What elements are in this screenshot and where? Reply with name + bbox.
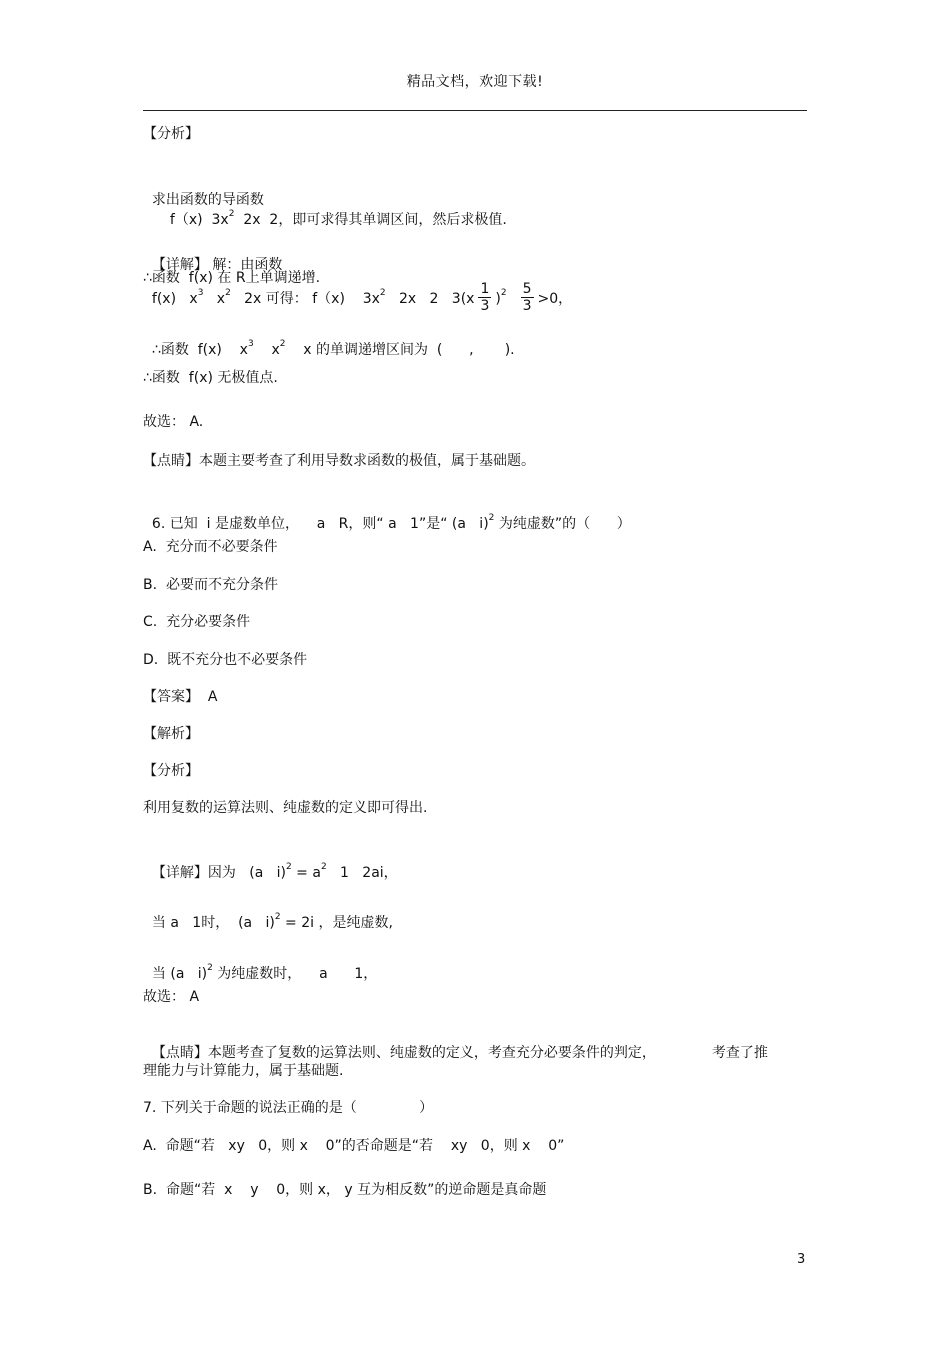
comment-line: 【点睛】本题主要考查了利用导数求函数的极值，属于基础题。 (143, 453, 535, 469)
text-run: 为纯虚数”的（ ） (494, 516, 631, 532)
text-run: 为纯虚数时， a 1， (212, 966, 378, 982)
detail-line-3 (143, 893, 393, 935)
text-run: 当 (a i) (151, 966, 208, 982)
superscript: 2 (225, 288, 231, 298)
detail-line-2 (143, 843, 398, 885)
superscript: 2 (320, 862, 327, 872)
text-run: = 2i ，是纯虚数, (280, 915, 393, 931)
math-expression: 2x 可得： f（x) 3x (230, 291, 380, 307)
fraction-numerator: 1 (480, 280, 490, 297)
question-7-option-a: A. 命题“若 xy 0，则 x 0”的否命题是“若 xy 0，则 x 0” (143, 1138, 565, 1154)
fraction-five-thirds (521, 281, 534, 314)
answer-heading: 【答案】 A (143, 689, 218, 705)
fraction-numerator: 5 (522, 280, 532, 297)
math-expression: x (253, 342, 280, 358)
superscript: 2 (279, 339, 286, 349)
option-a: A. 充分而不必要条件 (143, 539, 278, 555)
text-run: x 的单调递增区间为 ( , ). (285, 342, 515, 358)
math-expression: x (203, 291, 226, 307)
page-header-title: 精品文档，欢迎下载! (406, 74, 544, 90)
text-run: 【详解】 解：由函数 (151, 257, 283, 273)
text-run: 6. 已知 i 是虚数单位， a R，则“ a 1”是“ (a i) (151, 516, 489, 532)
superscript: 2 (228, 209, 235, 219)
page-number: 3 (797, 1252, 806, 1267)
comment-line-2 (143, 1023, 768, 1063)
question-6-stem (143, 494, 631, 536)
math-expression: = a (291, 865, 321, 881)
analysis-heading: 【分析】 (143, 126, 199, 142)
fraction-denominator: 3 (480, 297, 490, 314)
text-run: 考查了推 (711, 1045, 768, 1061)
math-expression: f(x) x (151, 291, 198, 307)
text-run: 【详解】因为 (a i) (151, 865, 286, 881)
comment-line-2-cont: 理能力与计算能力，属于基础题. (143, 1063, 344, 1079)
superscript: 2 (286, 862, 292, 872)
text-run: 2x 2，即可求得其单调区间，然后求极值. (234, 212, 507, 228)
fraction-denominator: 3 (522, 297, 532, 314)
detail-line (143, 214, 572, 318)
detail-line-4 (143, 944, 377, 986)
question-7-option-b: B. 命题“若 x y 0，则 x， y 互为相反数”的逆命题是真命题 (143, 1182, 547, 1198)
math-expression: ) (495, 291, 501, 307)
superscript: 2 (379, 288, 386, 298)
analysis-heading-2: 【分析】 (143, 763, 199, 779)
superscript: 2 (488, 513, 495, 523)
superscript: 2 (274, 912, 281, 922)
conclusion-increasing: ∴函数 f(x) 在 R上单调递增. (143, 270, 321, 286)
superscript: 3 (247, 339, 254, 349)
math-expression: ∴函数 f(x) x (151, 342, 248, 358)
option-d: D. 既不充分也不必要条件 (143, 652, 308, 668)
header-rule (143, 110, 807, 111)
math-expression: 1 2ai， (326, 865, 398, 881)
solution-heading: 【解析】 (143, 726, 199, 742)
fraction-one-third (478, 281, 491, 314)
conclusion-interval (143, 320, 515, 362)
answer-choice-line-2: 故选： A (143, 989, 200, 1005)
analysis-text-2: 利用复数的运算法则、纯虚数的定义即可得出. (143, 800, 428, 816)
superscript: 2 (207, 963, 213, 973)
math-expression: 2x 2 3(x (385, 291, 475, 307)
text-run: 【点睛】本题考查了复数的运算法则、纯虚数的定义，考查充分必要条件的判定， (151, 1045, 656, 1061)
superscript: 3 (197, 288, 204, 298)
option-c: C. 充分必要条件 (143, 614, 251, 630)
math-expression: f（x) 3x (169, 212, 229, 228)
text-run: 当 a 1时， (a i) (151, 915, 275, 931)
conclusion-no-extrema: ∴函数 f(x) 无极值点. (143, 370, 278, 386)
superscript: 2 (500, 288, 507, 298)
math-expression: >0， (537, 291, 573, 307)
option-b: B. 必要而不充分条件 (143, 577, 278, 593)
text-run: 求出函数的导函数 (151, 192, 264, 208)
answer-choice-line: 故选： A. (143, 414, 204, 430)
question-7-stem: 7. 下列关于命题的说法正确的是（ ） (143, 1100, 434, 1116)
